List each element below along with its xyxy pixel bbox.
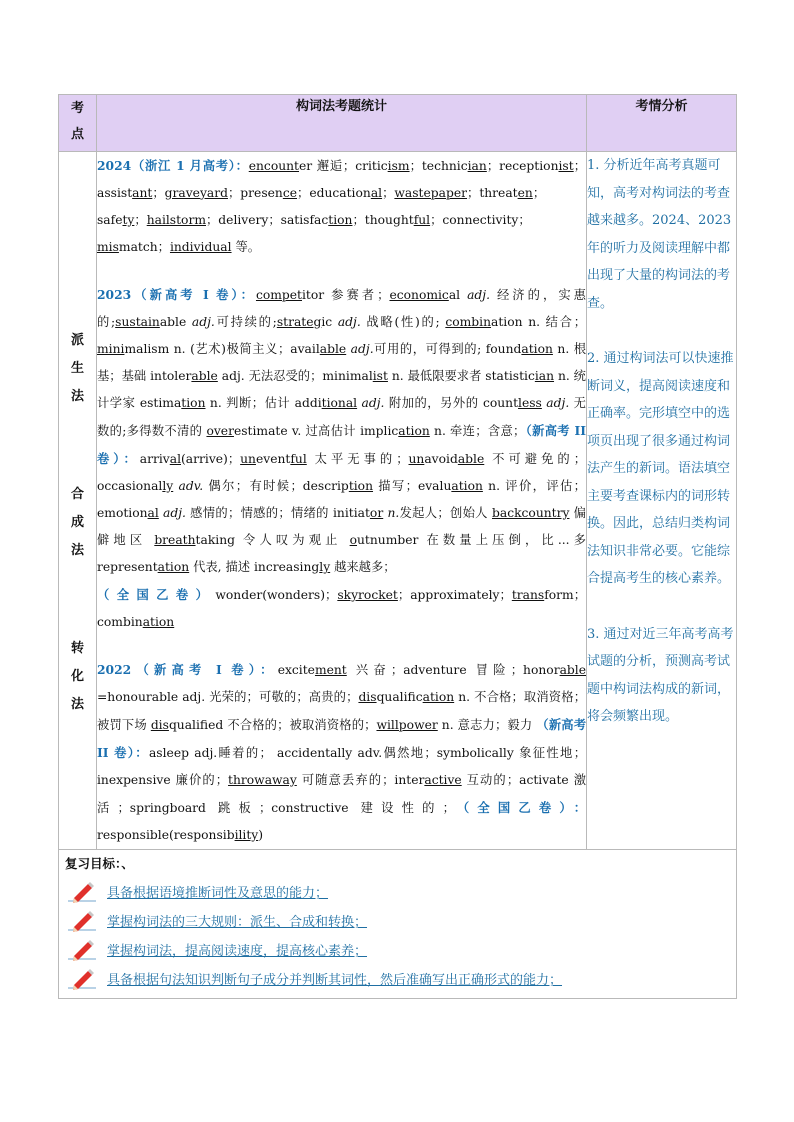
header-kaodian-line1: 考: [70, 100, 84, 115]
word-formation-table: [58, 94, 737, 850]
paragraph-2023-national: （全国乙卷）wonder(wonders)；skyrocket；approximately；transform；combination: [97, 587, 586, 629]
side-label-derivation: 派 生 法: [70, 332, 84, 403]
goal-item: [65, 908, 725, 934]
goal-item: [65, 879, 725, 905]
goal-text: 具备根据句法知识判断句子成分并判断其词性，然后准确写出正确形式的能力；: [107, 973, 563, 988]
pencil-icon: [65, 937, 99, 963]
analysis-cell: [587, 152, 737, 850]
header-stats: 构词法考题统计: [97, 95, 587, 152]
paragraph-2022: 2022（新高考 I 卷）：excitement 兴奋；adventure 冒险；honorable =honourable adj. 光荣的；可敬的；高贵的；disqualification n. 不合格；取消资格；被罚下场 disqualified 不合格的；被取消资格的；willpower n. 意志力；毅力 （新高考 II 卷）：asleep adj.睡着的； accidentally adv.偶然地；symbolically 象征性地；inexpensive 廉价的；throwaway 可随意丢弃的；interactive 互动的；activate 激活；springboard 跳板；constructive 建设性的；（全国乙卷）：responsible(responsibility): [97, 662, 586, 842]
pencil-icon: [65, 908, 99, 934]
side-label-compounding: 合 成 法: [70, 486, 84, 557]
review-title: 复习目标：、: [65, 857, 134, 871]
table-body-row: [59, 152, 737, 850]
header-kaodian-line2: 点: [70, 126, 84, 141]
goal-item: [65, 937, 725, 963]
document-sheet: [58, 94, 737, 999]
header-analysis: 考情分析: [587, 95, 737, 152]
analysis-point-2: 2. 通过构词法可以快速推断词义，提高阅读速度和正确率。完形填空中的选项页出现了很多通过构词法产生的新词。语法填空主要考查课标内的词形转换。因此，总结归类构词法知识非常必要。它能综合提高考生的核心素养。: [587, 351, 734, 586]
paragraph-2024: 2024（浙江 1 月高考）：encounter 邂逅；criticism；technician；receptionist；assistant；graveyard；presence；educational；wastepaper；threaten；safety；hailstorm；delivery；satisfaction；thoughtful；connectivity；mismatch；individual 等。: [97, 158, 586, 254]
goal-text: 掌握构词法，提高阅读速度，提高核心素养；: [107, 944, 368, 959]
paragraph-2023: 2023（新高考 I 卷）：competitor 参赛者；economical adj. 经济的，实惠的;sustainable adj.可持续的;strategic adj. 战略(性)的; combination n. 结合；minimalism n. (艺术)极简主义；available adj.可用的，可得到的; foundation n. 根基；基础 intolerable adj. 无法忍受的；minimalist n. 最低限要求者 statistician n. 统计学家 estimation n. 判断；估计 additional adj. 附加的，另外的 countless adj. 无数的;多得数不清的 overestimate v. 过高估计 implication n. 牵连；含意；（新高考 II 卷）：arrival(arrive)；uneventful 太平无事的；unavoidable 不可避免的；occasionally adv. 偶尔；有时候；description 描写；evaluation n. 评价，评估；emotional adj. 感情的；情感的；情绪的 initiator n.发起人；创始人 backcountry 偏僻地区 breathtaking 令人叹为观止 outnumber 在数量上压倒，比...多 representation 代表, 描述 increasingly 越来越多；: [97, 287, 587, 574]
review-goals-box: [58, 850, 737, 999]
goal-text: 具备根据语境推断词性及意思的能力；: [107, 886, 329, 901]
side-labels: [59, 152, 97, 850]
exam-statistics-cell: [97, 152, 587, 850]
side-label-conversion: 转 化 法: [70, 640, 84, 711]
table-header-row: [59, 95, 737, 152]
goal-item: [65, 966, 725, 992]
goal-text: 掌握构词法的三大规则：派生、合成和转换；: [107, 915, 368, 930]
analysis-point-1: 1. 分析近年高考真题可知，高考对构词法的考查越来越多。2024、2023 年的听力及阅读理解中都出现了大量的构词法的考查。: [587, 158, 732, 311]
pencil-icon: [65, 966, 99, 992]
analysis-point-3: 3. 通过对近三年高考高考试题的分析，预测高考试题中构词法构成的新词，将会频繁出现。: [587, 626, 734, 724]
pencil-icon: [65, 879, 99, 905]
header-kaodian: [59, 95, 97, 152]
